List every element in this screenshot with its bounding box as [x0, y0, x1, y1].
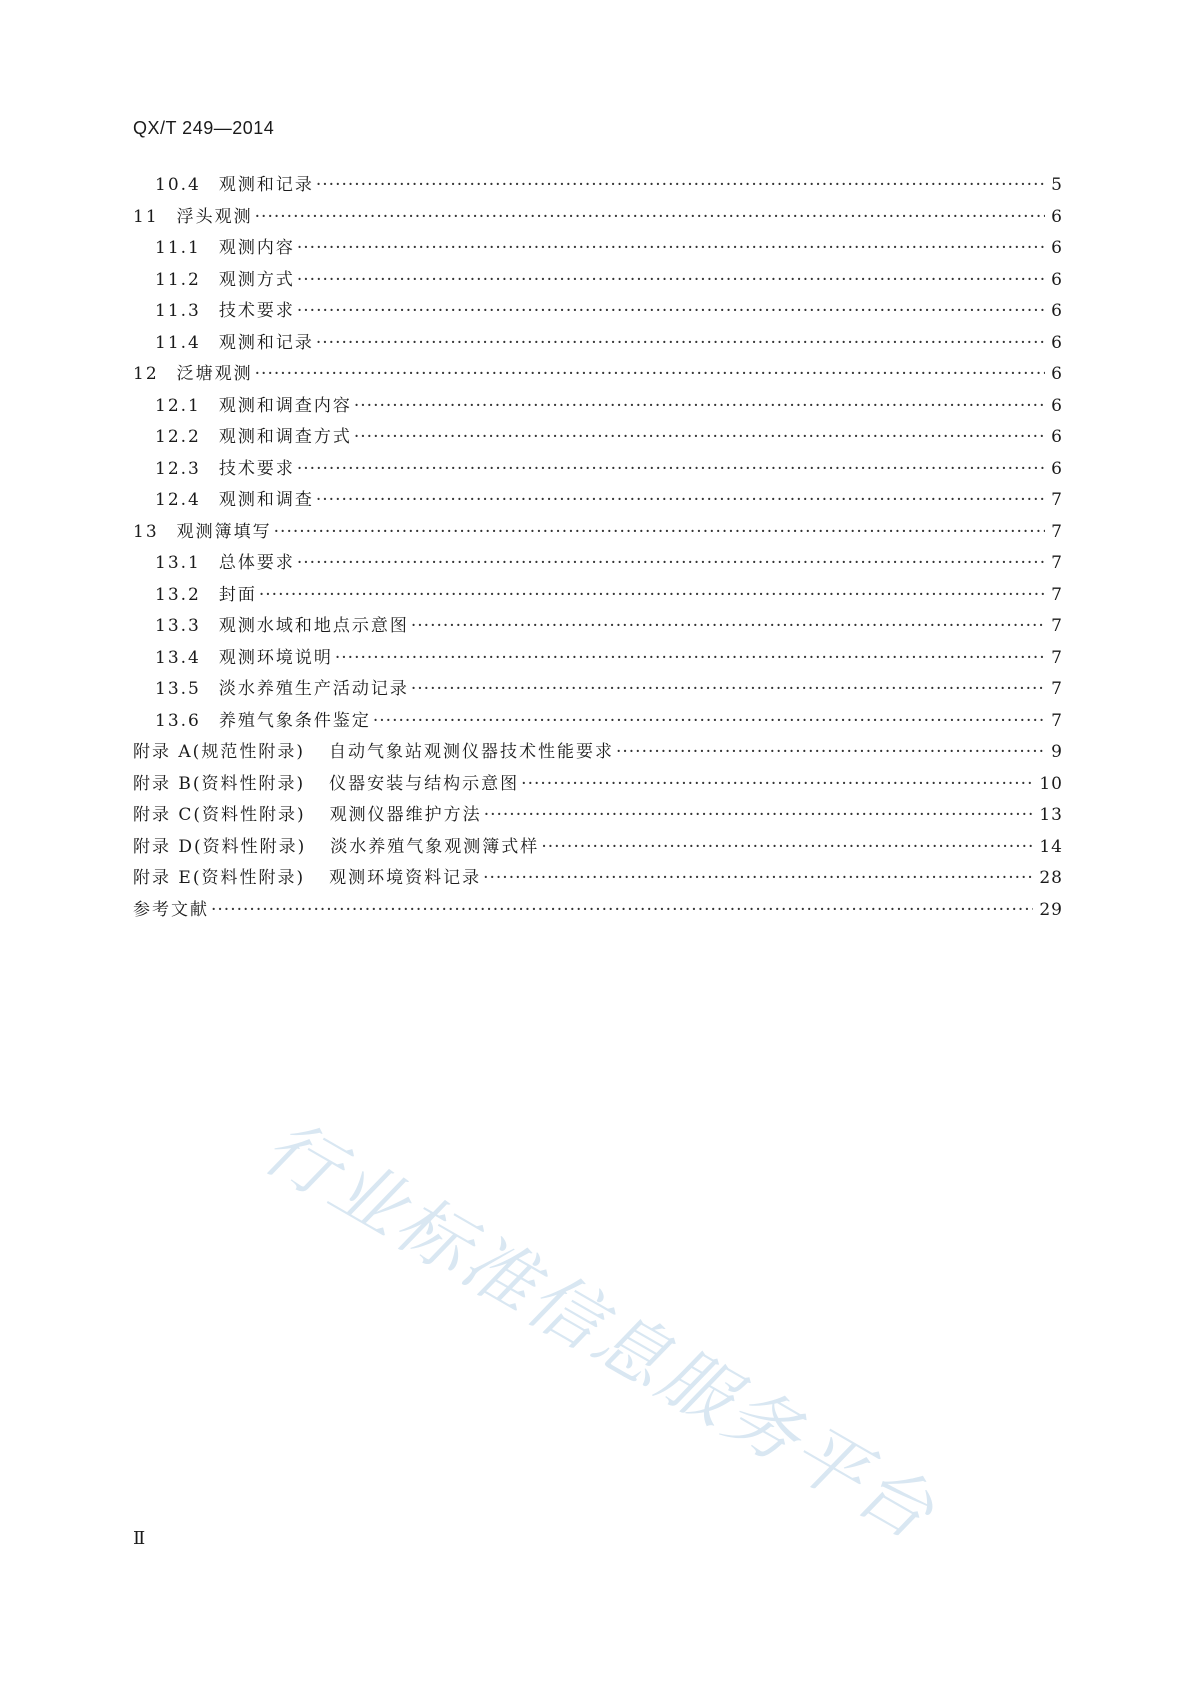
- toc-appendix-entry[interactable]: [133, 769, 1063, 801]
- dot-leader: [297, 238, 1045, 258]
- toc-entry-page: 6: [1051, 238, 1063, 258]
- toc-entry-title: 观测水域和地点示意图: [218, 616, 409, 636]
- toc-entry-number: 12.4: [155, 490, 201, 510]
- dot-leader: [411, 616, 1045, 636]
- dot-leader: [297, 459, 1045, 479]
- toc-entry-title: 泛塘观测: [176, 364, 253, 384]
- toc-entry-number: 12.2: [155, 427, 201, 447]
- toc-entry-number: 11.4: [155, 332, 201, 353]
- toc-entry-title: 淡水养殖气象观测簿式样: [330, 836, 540, 857]
- toc-entry-title: 技术要求: [218, 301, 295, 321]
- dot-leader: [259, 585, 1045, 605]
- toc-entry[interactable]: [133, 328, 1063, 360]
- toc-entry-title: 观测环境说明: [218, 647, 333, 668]
- toc-entry-number: 13.5: [155, 679, 201, 699]
- toc-entry-page: 7: [1051, 553, 1063, 573]
- toc-entry[interactable]: [133, 580, 1063, 612]
- dot-leader: [541, 837, 1033, 857]
- toc-entry-title: 观测仪器维护方法: [329, 805, 482, 825]
- toc-entry-page: 6: [1051, 458, 1063, 479]
- toc-entry-number: 11.2: [155, 269, 201, 290]
- toc-references-entry[interactable]: [133, 895, 1063, 927]
- toc-appendix-entry[interactable]: [133, 832, 1063, 864]
- toc-appendix-label: 附录 C(资料性附录): [133, 805, 306, 825]
- dot-leader: [335, 648, 1045, 668]
- toc-entry-page: 7: [1051, 521, 1063, 542]
- dot-leader: [316, 333, 1045, 353]
- dot-leader: [211, 900, 1033, 920]
- toc-entry-page: 7: [1051, 490, 1063, 510]
- toc-entry[interactable]: [133, 202, 1063, 234]
- table-of-contents: [133, 170, 1063, 926]
- toc-entry-title: 总体要求: [218, 553, 295, 573]
- toc-entry[interactable]: [133, 296, 1063, 328]
- document-code: QX/T 249—2014: [133, 118, 275, 138]
- toc-entry-page: 6: [1051, 332, 1063, 353]
- toc-entry-number: 10.4: [155, 175, 201, 195]
- toc-entry-number: 13: [133, 521, 159, 542]
- toc-entry-number: 12.1: [155, 395, 201, 416]
- toc-appendix-label: 附录 A(规范性附录): [133, 742, 305, 762]
- toc-entry-page: 6: [1051, 301, 1063, 321]
- toc-entry[interactable]: [133, 170, 1063, 202]
- toc-entry[interactable]: [133, 233, 1063, 265]
- toc-entry[interactable]: [133, 391, 1063, 423]
- toc-entry-page: 7: [1051, 584, 1063, 605]
- dot-leader: [297, 270, 1045, 290]
- toc-entry[interactable]: [133, 517, 1063, 549]
- toc-entry-page: 7: [1051, 710, 1063, 731]
- dot-leader: [297, 301, 1045, 321]
- toc-entry[interactable]: [133, 422, 1063, 454]
- toc-entry-title: 参考文献: [133, 899, 209, 920]
- toc-entry-title: 观测和调查方式: [218, 427, 352, 447]
- dot-leader: [373, 711, 1045, 731]
- toc-entry[interactable]: [133, 674, 1063, 706]
- toc-appendix-label: 附录 E(资料性附录): [133, 868, 306, 888]
- toc-appendix-entry[interactable]: [133, 737, 1063, 769]
- dot-leader: [255, 364, 1046, 384]
- toc-entry[interactable]: [133, 265, 1063, 297]
- toc-entry-number: 13.2: [155, 584, 201, 605]
- toc-entry-page: 28: [1039, 868, 1063, 888]
- toc-entry-page: 7: [1051, 616, 1063, 636]
- toc-entry-number: 11: [133, 206, 159, 227]
- toc-entry-title: 浮头观测: [176, 206, 253, 227]
- toc-appendix-entry[interactable]: [133, 800, 1063, 832]
- dot-leader: [521, 774, 1033, 794]
- toc-entry[interactable]: [133, 485, 1063, 517]
- toc-entry[interactable]: [133, 454, 1063, 486]
- page-number: Ⅱ: [133, 1528, 146, 1549]
- toc-entry-page: 6: [1051, 364, 1063, 384]
- toc-entry-number: 13.3: [155, 616, 201, 636]
- toc-entry-title: 观测和记录: [218, 332, 314, 353]
- toc-entry-title: 观测和调查内容: [218, 395, 352, 416]
- toc-entry-page: 6: [1051, 427, 1063, 447]
- dot-leader: [316, 175, 1045, 195]
- toc-entry-title: 观测簿填写: [176, 521, 272, 542]
- toc-entry[interactable]: [133, 706, 1063, 738]
- toc-entry-page: 13: [1039, 805, 1063, 825]
- toc-entry-title: 封面: [218, 584, 257, 605]
- dot-leader: [255, 207, 1046, 227]
- toc-entry-page: 6: [1051, 269, 1063, 290]
- toc-entry-number: 13.4: [155, 647, 201, 668]
- toc-appendix-label: 附录 B(资料性附录): [133, 773, 306, 794]
- toc-entry-title: 淡水养殖生产活动记录: [218, 679, 409, 699]
- toc-entry-page: 7: [1051, 647, 1063, 668]
- toc-entry-page: 29: [1039, 899, 1063, 920]
- watermark: 行业标准信息服务平台: [250, 1103, 951, 1557]
- toc-entry-number: 12: [133, 364, 159, 384]
- toc-entry-title: 观测内容: [218, 238, 295, 258]
- toc-entry-page: 6: [1051, 206, 1063, 227]
- toc-entry-title: 观测方式: [218, 269, 295, 290]
- toc-entry-title: 养殖气象条件鉴定: [218, 710, 371, 731]
- toc-entry-title: 仪器安装与结构示意图: [329, 773, 520, 794]
- toc-entry-page: 5: [1051, 175, 1063, 195]
- toc-entry-page: 10: [1039, 773, 1063, 794]
- toc-entry[interactable]: [133, 359, 1063, 391]
- dot-leader: [411, 679, 1045, 699]
- toc-appendix-entry[interactable]: [133, 863, 1063, 895]
- dot-leader: [297, 553, 1045, 573]
- toc-entry[interactable]: [133, 611, 1063, 643]
- toc-entry-number: 11.3: [155, 301, 201, 321]
- toc-entry-number: 12.3: [155, 458, 201, 479]
- toc-entry-title: 观测环境资料记录: [329, 868, 482, 888]
- toc-entry-number: 13.6: [155, 710, 201, 731]
- dot-leader: [484, 805, 1034, 825]
- toc-entry-number: 13.1: [155, 553, 201, 573]
- toc-entry-page: 7: [1051, 679, 1063, 699]
- dot-leader: [483, 868, 1033, 888]
- toc-entry-page: 14: [1039, 836, 1063, 857]
- dot-leader: [354, 396, 1045, 416]
- toc-entry-title: 观测和记录: [218, 175, 314, 195]
- toc-entry-title: 技术要求: [218, 458, 295, 479]
- dot-leader: [316, 490, 1045, 510]
- toc-entry-number: 11.1: [155, 238, 201, 258]
- dot-leader: [274, 522, 1046, 542]
- toc-entry-page: 9: [1051, 742, 1063, 762]
- toc-entry[interactable]: [133, 548, 1063, 580]
- dot-leader: [354, 427, 1045, 447]
- toc-entry-title: 自动气象站观测仪器技术性能要求: [328, 742, 614, 762]
- toc-entry-title: 观测和调查: [218, 490, 314, 510]
- toc-appendix-label: 附录 D(资料性附录): [133, 836, 307, 857]
- toc-entry-page: 6: [1051, 395, 1063, 416]
- dot-leader: [616, 742, 1045, 762]
- toc-entry[interactable]: [133, 643, 1063, 675]
